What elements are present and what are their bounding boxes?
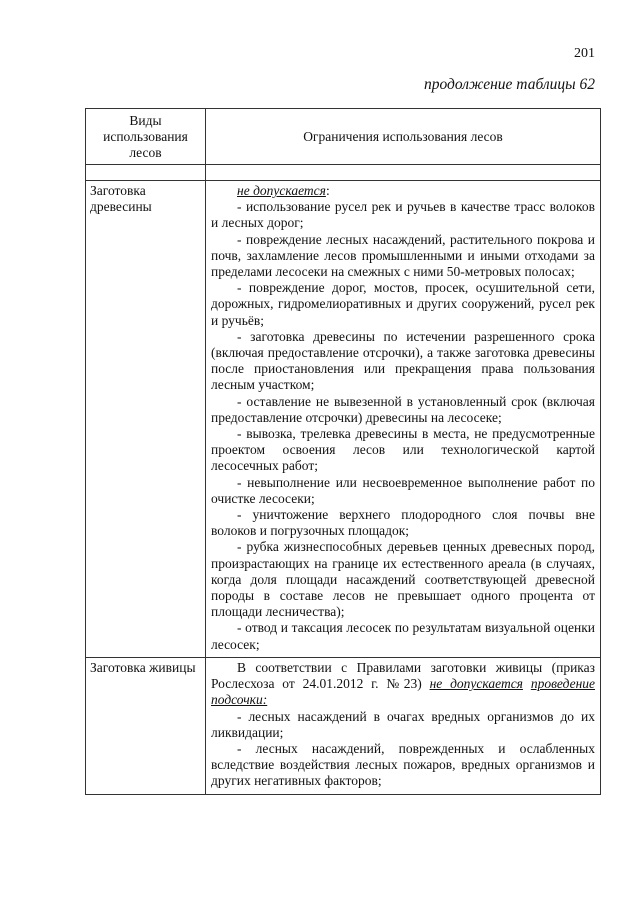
restriction-item: - использование русел рек и ручьев в качестве трасс волоков и лесных дорог; [211,199,595,231]
restrictions-cell [206,657,601,794]
forest-use-restrictions-table [85,108,601,795]
not-allowed-label: не допускается [429,676,523,692]
table-spacer-row [86,165,601,181]
table-header-row [86,109,601,165]
table-row [86,181,601,658]
restriction-item: - заготовка древесины по истечении разрешенного срока (включая предоставление отсрочки), а также заготовка древесины после приостановления или прекращения права пользования лесным участком; [211,328,595,393]
restriction-item: - отвод и таксация лесосек по результатам визуальной оценки лесосек; [211,620,595,652]
table-continuation-title: продолжение таблицы 62 [424,76,595,93]
restriction-item: - лесных насаждений в очагах вредных организмов до их ликвидации; [211,708,595,740]
not-allowed-label: не допускается [237,183,326,198]
restriction-item: - повреждение дорог, мостов, просек, осушительной сети, дорожных, гидромелиоративных и других сооружений, русел рек и ручьёв; [211,280,595,328]
restrictions-cell [206,181,601,658]
header-restrictions: Ограничения использования лесов [206,109,601,165]
spacer-cell [206,165,601,181]
restriction-item: - невыполнение или несвоевременное выполнение работ по очистке лесосеки; [211,474,595,506]
restriction-item: - вывозка, трелевка древесины в места, не предусмотренные проектом освоения лесов или технологической картой лесосечных работ; [211,426,595,474]
restriction-item: - лесных насаждений, поврежденных и ослабленных вследствие воздействия лесных пожаров, вредных организмов и других негативных факторов; [211,740,595,789]
restriction-item: - рубка жизнеспособных деревьев ценных древесных пород, произрастающих на границе их естественного ареала (в случаях, когда доля площади насаждений соответствующей древесной породы в составе лесов не превышает одного процента от площади лесничества); [211,539,595,620]
use-type-cell: Заготовка древесины [86,181,206,658]
restriction-item: - уничтожение верхнего плодородного слоя почвы вне волоков и погрузочных площадок; [211,507,595,539]
restriction-lead: В соответствии с Правилами заготовки живицы (приказ Рослесхоза от 24.01.2012 г. №23) не допускается проведение подсочки: [211,659,596,708]
restriction-lead: не допускается: [237,183,330,198]
spacer-cell [86,165,206,181]
use-type-cell: Заготовка живицы [86,657,206,794]
page-number: 201 [574,46,595,61]
restriction-item: - оставление не вывезенной в установленный срок (включая предоставление отсрочки) древесины на лесосеке; [211,393,595,425]
table-row [86,657,601,794]
header-use-types: Виды использования лесов [86,109,206,165]
restriction-item: - повреждение лесных насаждений, растительного покрова и почв, захламление лесов промышленными и иными отходами за пределами лесосеки на смежных с ними 50-метровых полосах; [211,231,595,280]
tapping-label: проведение подсочки: [211,676,596,708]
